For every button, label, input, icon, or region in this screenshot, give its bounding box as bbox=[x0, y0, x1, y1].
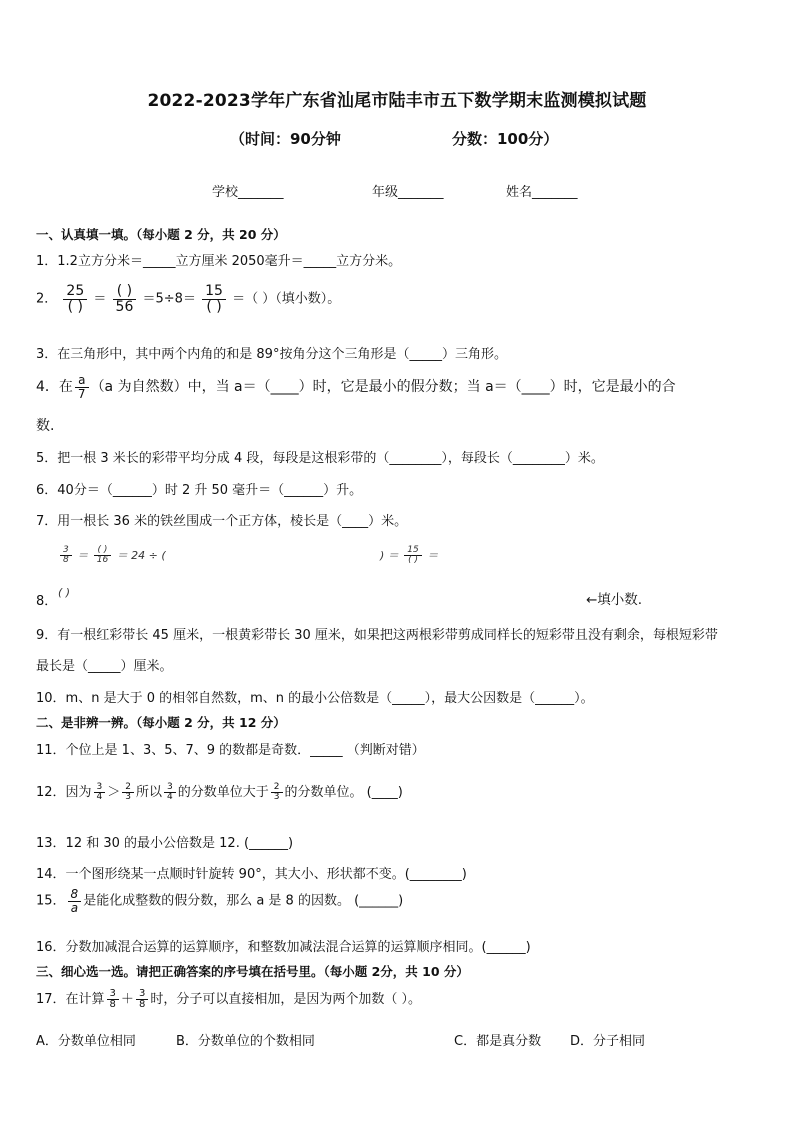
fraction: $\frac{3}{8}$ bbox=[136, 989, 148, 1011]
section-heading-judge: 二、是非辨一辨。（每小题 2 分，共 12 分） bbox=[36, 715, 286, 730]
question-text: （a 为自然数）中，当 a＝（____）时，它是最小的假分数；当 a＝（____）时，它是最小的合 bbox=[90, 379, 676, 396]
fraction: $\frac{3}{4}$ bbox=[94, 783, 106, 803]
question-16: 16．分数加减混合运算的运算顺序，和整数加减法混合运算的运算顺序相同。(______) bbox=[36, 940, 531, 955]
question-text: 所以 bbox=[136, 785, 163, 800]
greater-than-sign: ＞ bbox=[107, 785, 121, 800]
question-14: 14．一个图形绕某一点顺时针旋转 90°，其大小、形状都不变。(________) bbox=[36, 867, 467, 882]
question-10: 10．m、n 是大于 0 的相邻自然数，m、n 的最小公倍数是（_____），最大公因数是（______）。 bbox=[36, 691, 594, 706]
question-12 bbox=[36, 781, 403, 802]
fraction: $\frac{8}{a}$ bbox=[68, 888, 82, 914]
option-b: B．分数单位的个数相同 bbox=[176, 1034, 315, 1049]
question-9-continued: 最长是（_____）厘米。 bbox=[36, 659, 173, 674]
equals-sign: ＝ bbox=[77, 548, 89, 562]
question-13: 13．12 和 30 的最小公倍数是 12. (______) bbox=[36, 836, 294, 851]
exam-score: 分数：100分） bbox=[452, 130, 559, 148]
option-a: A．分数单位相同 bbox=[36, 1034, 136, 1049]
question-4-continued: 数. bbox=[36, 418, 55, 434]
question-5: 5．把一根 3 米长的彩带平均分成 4 段，每段是这根彩带的（________），每段长（________）米。 bbox=[36, 451, 604, 466]
question-text: 17．在计算 bbox=[36, 992, 105, 1007]
question-8-hint: ←填小数. bbox=[586, 592, 643, 608]
fraction: $\frac{2}{3}$ bbox=[122, 783, 134, 803]
equals-sign: ＝ bbox=[427, 548, 439, 562]
question-2 bbox=[36, 284, 340, 314]
expression-text: ＝ 24 ÷ ( bbox=[116, 548, 166, 562]
grade-field: 年级_______ bbox=[372, 185, 444, 200]
question-8-equation-right bbox=[380, 546, 438, 566]
school-field: 学校_______ bbox=[212, 185, 284, 200]
fraction: $\frac{15}{( )}$ bbox=[202, 284, 226, 314]
question-text: 的分数单位。 (____) bbox=[284, 785, 403, 800]
question-text: 的分数单位大于 bbox=[177, 785, 269, 800]
fraction: $\frac{a}{7}$ bbox=[75, 374, 89, 400]
fraction: $\frac{15}{( )}$ bbox=[404, 546, 421, 566]
question-17 bbox=[36, 988, 421, 1011]
fraction: $\frac{25}{( )}$ bbox=[63, 284, 87, 314]
question-text: 12．因为 bbox=[36, 785, 92, 800]
question-11: 11．个位上是 1、3、5、7、9 的数都是奇数．_____ （判断对错） bbox=[36, 743, 425, 758]
section-heading-fill: 一、认真填一填。（每小题 2 分，共 20 分） bbox=[36, 227, 286, 242]
question-text: 时，分子可以直接相加，是因为两个加数（ ）。 bbox=[150, 992, 421, 1007]
question-3: 3．在三角形中，其中两个内角的和是 89°按角分这个三角形是（_____）三角形。 bbox=[36, 347, 507, 362]
fraction: $\frac{3}{4}$ bbox=[164, 783, 176, 803]
question-1: 1．1.2立方分米＝_____立方厘米 2050毫升＝_____立方分米。 bbox=[36, 254, 402, 269]
question-number: 2． bbox=[36, 291, 58, 307]
fraction: $\frac{( )}{56}$ bbox=[113, 284, 137, 314]
question-7: 7．用一根长 36 米的铁丝围成一个正方体，棱长是（____）米。 bbox=[36, 514, 408, 529]
question-8-label: 8． bbox=[36, 594, 58, 609]
question-number: 15． bbox=[36, 893, 66, 909]
fraction: $\frac{3}{8}$ bbox=[107, 989, 119, 1011]
question-8-answer-box: ( ) bbox=[58, 586, 71, 599]
option-d: D．分子相同 bbox=[570, 1034, 646, 1049]
question-text: 是能化成整数的假分数，那么 a 是 8 的因数。 (______) bbox=[83, 893, 404, 909]
question-text: 4．在 bbox=[36, 379, 73, 396]
fraction: $\frac{( )}{16}$ bbox=[94, 546, 111, 566]
section-heading-choice: 三、细心选一选。请把正确答案的序号填在括号里。（每小题 2分，共 10 分） bbox=[36, 964, 469, 979]
question-4 bbox=[36, 374, 676, 400]
question-9: 9．有一根红彩带长 45 厘米，一根黄彩带长 30 厘米，如果把这两根彩带剪成同样长的短彩带且没有剩余，每根短彩带 bbox=[36, 628, 718, 643]
question-8-equation bbox=[58, 546, 166, 566]
expression-text: ＝5÷8＝ bbox=[142, 291, 196, 307]
name-field: 姓名_______ bbox=[506, 185, 578, 200]
option-c: C．都是真分数 bbox=[454, 1034, 542, 1049]
fraction: $\frac{2}{3}$ bbox=[271, 783, 283, 803]
fraction: $\frac{3}{8}$ bbox=[60, 546, 72, 566]
question-15 bbox=[36, 888, 403, 914]
page-title: 2022-2023学年广东省汕尾市陆丰市五下数学期末监测模拟试题 bbox=[147, 91, 647, 111]
exam-time: （时间：90分钟 bbox=[230, 130, 341, 148]
expression-text: ) ＝ bbox=[380, 548, 399, 562]
expression-text: ＝（ ）（填小数）。 bbox=[232, 291, 341, 307]
plus-sign: ＋ bbox=[120, 992, 134, 1007]
question-6: 6．40分＝（______）时 2 升 50 毫升＝（______）升。 bbox=[36, 483, 363, 498]
equals-sign: ＝ bbox=[93, 291, 107, 307]
